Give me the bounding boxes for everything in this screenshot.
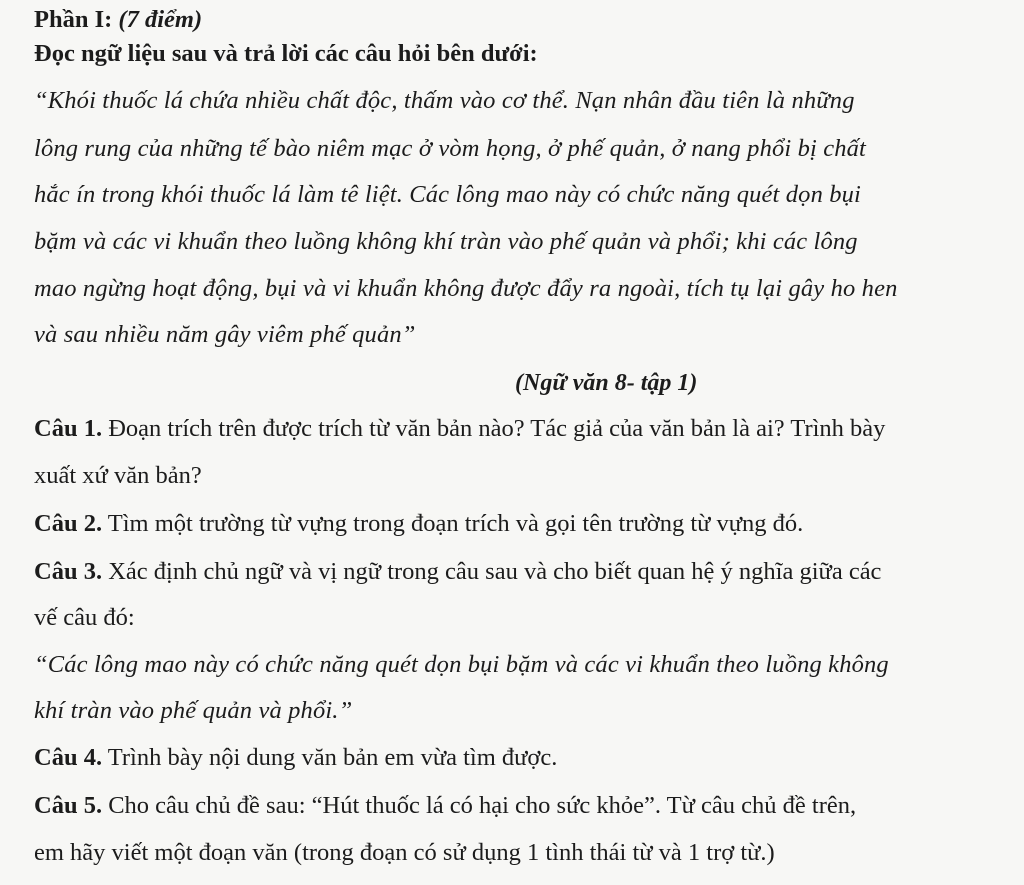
question-5 (34, 794, 856, 819)
part-points: (7 điểm) (118, 6, 203, 33)
passage-line: mao ngừng hoạt động, bụi và vi khuẩn không được đẩy ra ngoài, tích tụ lại gây ho hen (34, 275, 898, 302)
part-heading (34, 8, 202, 33)
question-text: Đoạn trích trên được trích từ văn bản nào? Tác giả của văn bản là ai? Trình bày (102, 415, 886, 442)
question-text: Tìm một trường từ vựng trong đoạn trích và gọi tên trường từ vựng đó. (102, 510, 804, 537)
passage-line: lông rung của những tế bào niêm mạc ở vòm họng, ở phế quản, ở nang phổi bị chất (34, 135, 867, 162)
question-3-continued: vế câu đó: (34, 604, 135, 631)
question-label: Câu 1. (34, 415, 103, 442)
instruction-text: Đọc ngữ liệu sau và trả lời các câu hỏi bên dưới: (34, 40, 538, 67)
question-label: Câu 3. (34, 558, 103, 585)
question-label: Câu 5. (34, 792, 103, 819)
passage-source: (Ngữ văn 8- tập 1) (515, 370, 698, 396)
question-label: Câu 4. (34, 744, 103, 771)
passage-line: “Khói thuốc lá chứa nhiều chất độc, thấm vào cơ thể. Nạn nhân đầu tiên là những (34, 87, 855, 114)
question-text: Cho câu chủ đề sau: “Hút thuốc lá có hại cho sức khỏe”. Từ câu chủ đề trên, (102, 792, 857, 819)
part-label: Phần I: (34, 6, 113, 33)
question-4 (34, 746, 557, 771)
question-text: Xác định chủ ngữ và vị ngữ trong câu sau và cho biết quan hệ ý nghĩa giữa các (102, 558, 882, 585)
question-5-continued: em hãy viết một đoạn văn (trong đoạn có sử dụng 1 tình thái từ và 1 trợ từ.) (34, 839, 775, 866)
question-3-quote: khí tràn vào phế quản và phổi.” (34, 697, 353, 724)
question-3-quote: “Các lông mao này có chức năng quét dọn bụi bặm và các vi khuẩn theo luồng không (34, 651, 889, 678)
question-2 (34, 512, 803, 537)
passage-line: hắc ín trong khói thuốc lá làm tê liệt. Các lông mao này có chức năng quét dọn bụi (34, 181, 861, 208)
question-3 (34, 560, 881, 585)
question-label: Câu 2. (34, 510, 103, 537)
passage-line: và sau nhiều năm gây viêm phế quản” (34, 321, 416, 348)
question-1 (34, 417, 885, 442)
question-text: Trình bày nội dung văn bản em vừa tìm được. (102, 744, 558, 771)
passage-line: bặm và các vi khuẩn theo luồng không khí tràn vào phế quản và phổi; khi các lông (34, 228, 858, 255)
question-1-continued: xuất xứ văn bản? (34, 462, 202, 489)
